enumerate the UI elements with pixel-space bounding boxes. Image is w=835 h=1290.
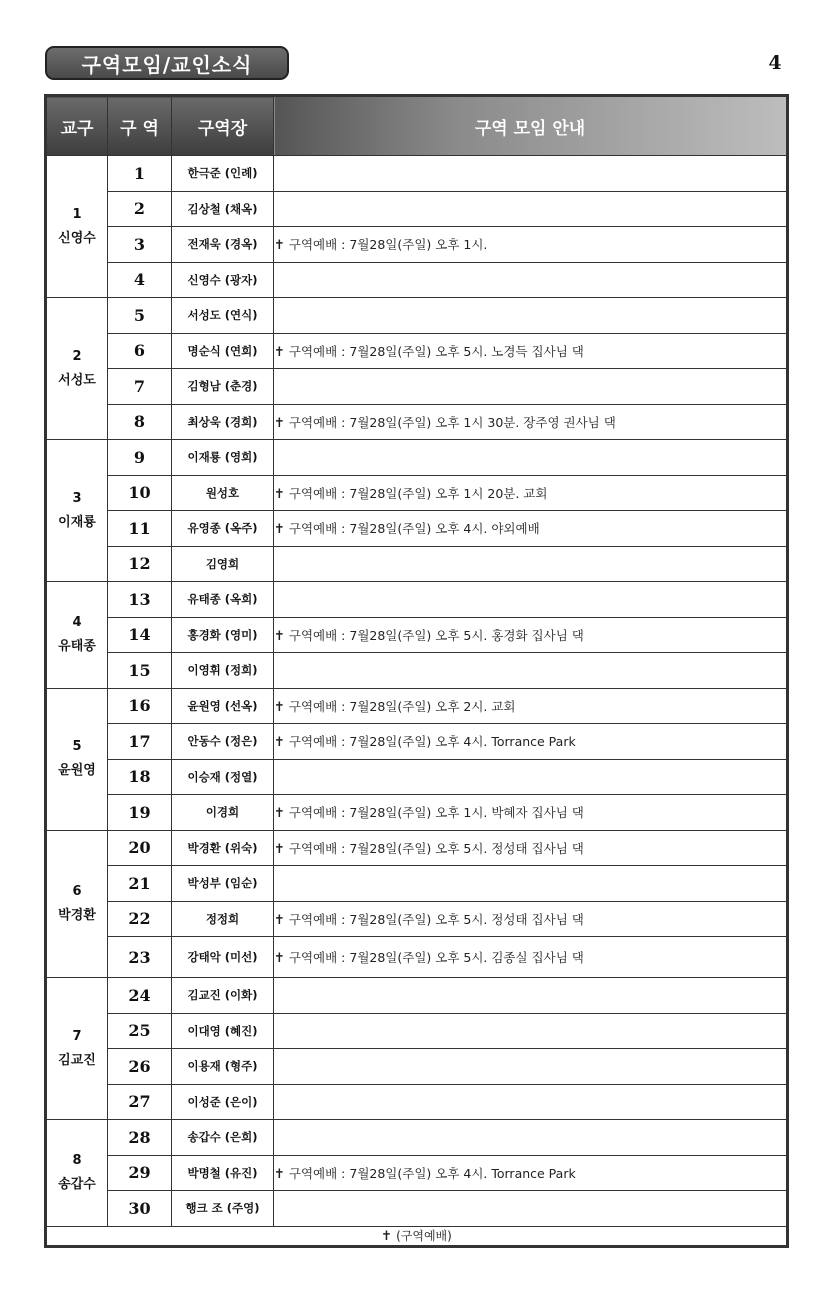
table-row <box>46 978 788 1014</box>
table-row <box>46 298 788 334</box>
district-leader: 이대영 (혜진) <box>172 1013 274 1049</box>
district-leader: 김영희 <box>172 546 274 582</box>
meeting-info <box>274 1155 788 1191</box>
meeting-info <box>274 1013 788 1049</box>
meeting-info-text: 구역예배 : 7월28일(주일) 오후 4시. Torrance Park <box>288 1165 576 1181</box>
cross-icon: ✝ <box>274 522 285 538</box>
cross-icon: ✝ <box>274 951 285 966</box>
district-number: 23 <box>108 937 172 978</box>
district-number: 17 <box>108 724 172 760</box>
district-leader: 김형남 (춘경) <box>172 369 274 405</box>
meeting-info <box>274 582 788 618</box>
district-number: 30 <box>108 1191 172 1227</box>
meeting-info <box>274 978 788 1014</box>
meeting-info <box>274 475 788 511</box>
table-row <box>46 688 788 724</box>
parish-number: 4 <box>72 614 82 630</box>
district-number: 1 <box>108 156 172 192</box>
table-row <box>46 759 788 795</box>
parish-cell <box>46 156 108 298</box>
parish-leader-name: 윤원영 <box>58 763 96 778</box>
meeting-info <box>274 1049 788 1085</box>
district-number: 21 <box>108 866 172 902</box>
table-row <box>46 404 788 440</box>
district-leader: 박경환 (위숙) <box>172 830 274 866</box>
column-header-leader: 구역장 <box>172 96 274 156</box>
district-leader: 강태악 (미선) <box>172 937 274 978</box>
meeting-info <box>274 653 788 689</box>
meeting-info <box>274 1191 788 1227</box>
district-leader: 유태종 (옥희) <box>172 582 274 618</box>
table-row <box>46 333 788 369</box>
district-number: 20 <box>108 830 172 866</box>
district-leader: 이용재 (형주) <box>172 1049 274 1085</box>
meeting-info-text: 구역예배 : 7월28일(주일) 오후 5시. 노경득 집사님 댁 <box>288 343 584 359</box>
parish-leader-name: 송갑수 <box>58 1176 96 1192</box>
column-header-parish: 교구 <box>46 96 108 156</box>
district-number: 16 <box>108 688 172 724</box>
meeting-info <box>274 404 788 440</box>
meeting-info <box>274 1120 788 1156</box>
district-leader: 안동수 (정은) <box>172 724 274 760</box>
district-leader: 박명철 (유진) <box>172 1155 274 1191</box>
meeting-info <box>274 227 788 263</box>
district-number: 10 <box>108 475 172 511</box>
district-leader: 최상욱 (경희) <box>172 404 274 440</box>
meeting-info-text: 구역예배 : 7월28일(주일) 오후 5시. 정성태 집사님 댁 <box>288 911 584 927</box>
meeting-info <box>274 156 788 192</box>
district-number: 14 <box>108 617 172 653</box>
cross-icon: ✝ <box>274 841 285 857</box>
district-leader: 정정희 <box>172 901 274 937</box>
meeting-info-text: 구역예배 : 7월28일(주일) 오후 1시 30분. 장주영 권사님 댁 <box>288 414 616 430</box>
table-row <box>46 1049 788 1085</box>
district-leader: 이승재 (정열) <box>172 759 274 795</box>
meeting-info <box>274 1084 788 1120</box>
district-number: 6 <box>108 333 172 369</box>
district-leader: 박성부 (임순) <box>172 866 274 902</box>
district-number: 25 <box>108 1013 172 1049</box>
cross-icon: ✝ <box>274 415 285 431</box>
meeting-info-text: 구역예배 : 7월28일(주일) 오후 1시. <box>288 237 488 253</box>
meeting-info-text: 구역예배 : 7월28일(주일) 오후 5시. 정성태 집사님 댁 <box>288 840 584 856</box>
table-row <box>46 262 788 298</box>
district-number: 27 <box>108 1084 172 1120</box>
table-row <box>46 1155 788 1191</box>
table-row <box>46 1120 788 1156</box>
district-number: 29 <box>108 1155 172 1191</box>
district-leader: 김상철 (채옥) <box>172 191 274 227</box>
parish-cell <box>46 440 108 582</box>
cross-icon: ✝ <box>274 735 285 751</box>
meeting-info <box>274 688 788 724</box>
meeting-info <box>274 937 788 978</box>
district-number: 18 <box>108 759 172 795</box>
meeting-info <box>274 901 788 937</box>
district-number: 22 <box>108 901 172 937</box>
table-row <box>46 1191 788 1227</box>
parish-cell <box>46 298 108 440</box>
table-row <box>46 546 788 582</box>
cross-icon: ✝ <box>274 486 285 502</box>
meeting-info <box>274 191 788 227</box>
parish-cell <box>46 830 108 978</box>
district-number: 5 <box>108 298 172 334</box>
meeting-info-text: 구역예배 : 7월28일(주일) 오후 1시 20분. 교회 <box>288 485 548 501</box>
table-row <box>46 582 788 618</box>
parish-cell <box>46 978 108 1120</box>
meeting-info-text: 구역예배 : 7월28일(주일) 오후 4시. 야외예배 <box>288 521 540 537</box>
meeting-info-text: 구역예배 : 7월28일(주일) 오후 4시. Torrance Park <box>288 734 576 750</box>
district-number: 15 <box>108 653 172 689</box>
district-leader: 신영수 (광자) <box>172 262 274 298</box>
district-number: 2 <box>108 191 172 227</box>
district-schedule-table <box>44 94 789 1248</box>
meeting-info <box>274 830 788 866</box>
district-leader: 행크 조 (주영) <box>172 1191 274 1227</box>
parish-leader-name: 박경환 <box>58 907 96 923</box>
district-number: 28 <box>108 1120 172 1156</box>
cross-icon: ✝ <box>274 912 285 928</box>
district-leader: 이경희 <box>172 795 274 831</box>
district-leader: 김교진 (이화) <box>172 978 274 1014</box>
table-header-row <box>46 96 788 156</box>
district-number: 13 <box>108 582 172 618</box>
district-number: 11 <box>108 511 172 547</box>
meeting-info <box>274 759 788 795</box>
meeting-info-text: 구역예배 : 7월28일(주일) 오후 5시. 홍경화 집사님 댁 <box>288 627 584 643</box>
district-leader: 이성준 (은이) <box>172 1084 274 1120</box>
table-row <box>46 653 788 689</box>
column-header-meeting-info: 구역 모임 안내 <box>274 96 788 156</box>
parish-leader-name: 이재룡 <box>58 514 96 530</box>
meeting-info <box>274 262 788 298</box>
meeting-info <box>274 511 788 547</box>
parish-number: 8 <box>72 1152 82 1168</box>
page-number: 4 <box>768 52 782 74</box>
table-row <box>46 724 788 760</box>
district-leader: 이영휘 (정희) <box>172 653 274 689</box>
meeting-info <box>274 866 788 902</box>
column-header-district: 구 역 <box>108 96 172 156</box>
district-number: 8 <box>108 404 172 440</box>
district-leader: 원성호 <box>172 475 274 511</box>
district-leader: 명순식 (연희) <box>172 333 274 369</box>
district-number: 12 <box>108 546 172 582</box>
district-number: 24 <box>108 978 172 1014</box>
legend <box>46 1226 788 1246</box>
parish-cell <box>46 688 108 830</box>
table-row <box>46 795 788 831</box>
cross-icon: ✝ <box>274 699 285 715</box>
parish-number: 3 <box>72 490 82 506</box>
table-row <box>46 227 788 263</box>
meeting-info <box>274 440 788 476</box>
meeting-info <box>274 369 788 405</box>
table-row <box>46 191 788 227</box>
district-number: 26 <box>108 1049 172 1085</box>
district-leader: 유영종 (옥주) <box>172 511 274 547</box>
legend-text: (구역예배) <box>396 1229 452 1243</box>
parish-leader-name: 김교진 <box>58 1052 96 1068</box>
district-leader: 전재욱 (경옥) <box>172 227 274 263</box>
district-leader: 이재룡 (영희) <box>172 440 274 476</box>
table-row <box>46 369 788 405</box>
section-title: 구역모임/교인소식 <box>45 46 289 80</box>
meeting-info <box>274 617 788 653</box>
district-leader: 윤원영 (선옥) <box>172 688 274 724</box>
table-row <box>46 1013 788 1049</box>
district-number: 3 <box>108 227 172 263</box>
parish-cell <box>46 582 108 689</box>
meeting-info-text: 구역예배 : 7월28일(주일) 오후 1시. 박혜자 집사님 댁 <box>288 805 584 821</box>
meeting-info <box>274 724 788 760</box>
meeting-info <box>274 546 788 582</box>
parish-number: 1 <box>72 206 82 222</box>
meeting-info-text: 구역예배 : 7월28일(주일) 오후 2시. 교회 <box>288 698 516 714</box>
meeting-info <box>274 795 788 831</box>
cross-icon: ✝ <box>274 806 285 822</box>
district-leader: 한극준 (인례) <box>172 156 274 192</box>
cross-icon: ✝ <box>274 238 285 254</box>
district-leader: 송갑수 (은희) <box>172 1120 274 1156</box>
table-row <box>46 511 788 547</box>
district-number: 19 <box>108 795 172 831</box>
parish-number: 2 <box>72 348 82 364</box>
meeting-info-text: 구역예배 : 7월28일(주일) 오후 5시. 김종실 집사님 댁 <box>288 950 584 965</box>
district-number: 4 <box>108 262 172 298</box>
table-row <box>46 866 788 902</box>
meeting-info <box>274 298 788 334</box>
table-row <box>46 156 788 192</box>
table-row <box>46 901 788 937</box>
table-row <box>46 440 788 476</box>
district-number: 9 <box>108 440 172 476</box>
table-row <box>46 475 788 511</box>
parish-number: 7 <box>72 1028 82 1044</box>
table-row <box>46 1084 788 1120</box>
cross-icon: ✝ <box>274 628 285 644</box>
table-body <box>46 156 788 1227</box>
cross-icon: ✝ <box>274 1166 285 1182</box>
table-row <box>46 937 788 978</box>
table-row <box>46 830 788 866</box>
cross-icon: ✝ <box>381 1229 393 1244</box>
district-leader: 홍경화 (영미) <box>172 617 274 653</box>
table-row <box>46 617 788 653</box>
meeting-info <box>274 333 788 369</box>
parish-leader-name: 서성도 <box>58 372 96 388</box>
parish-cell <box>46 1120 108 1227</box>
parish-number: 5 <box>72 739 82 754</box>
parish-leader-name: 유태종 <box>58 638 96 654</box>
district-leader: 서성도 (연식) <box>172 298 274 334</box>
district-number: 7 <box>108 369 172 405</box>
parish-leader-name: 신영수 <box>58 230 96 246</box>
parish-number: 6 <box>72 883 82 899</box>
cross-icon: ✝ <box>274 344 285 360</box>
